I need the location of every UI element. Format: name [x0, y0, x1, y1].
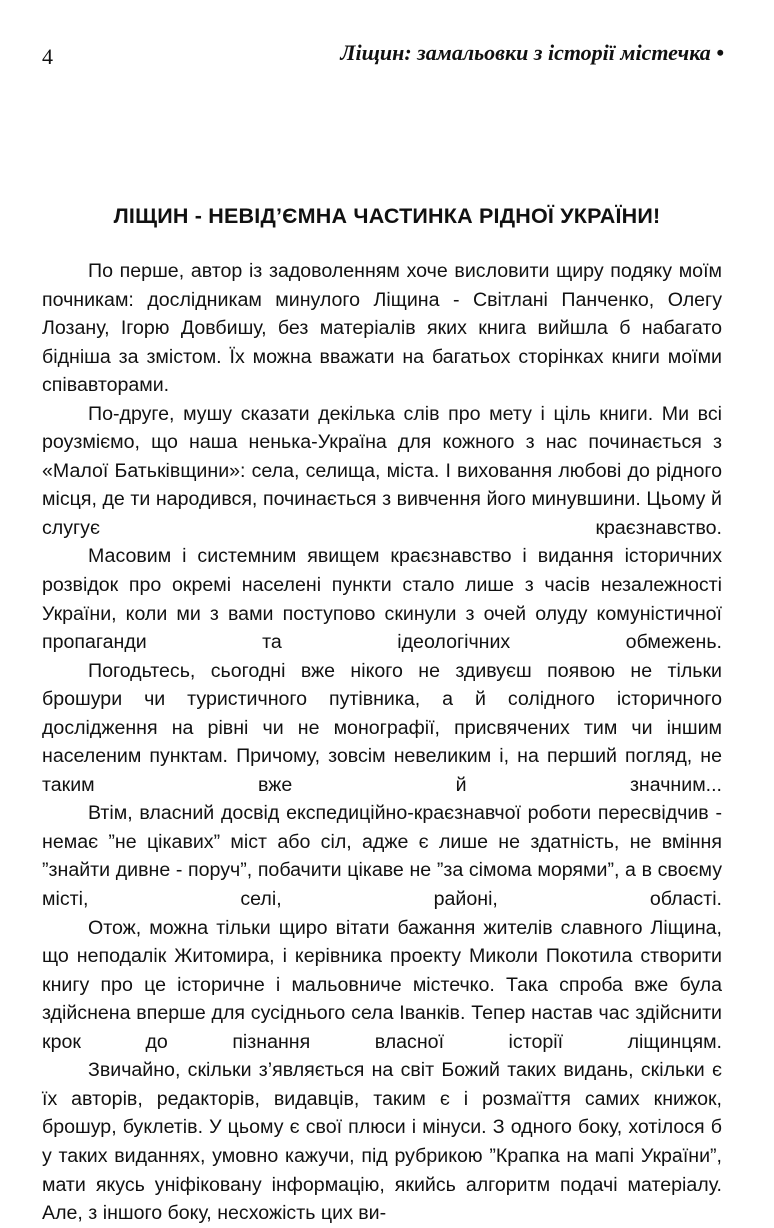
page-number: 4: [42, 44, 53, 69]
paragraph-3: Масовим і системним явищем краєзнавство і видання історичних розвідок про окремі населені пункти стало лише з часів незалежності України, коли ми з вами поступово скинули з очей олуду комуністичної пропаганди та ідеологічних обмежень.: [42, 545, 722, 654]
paragraph-1: По перше, автор із задоволенням хоче висловити щиру подяку моїм почникам: дослідникам минулого Ліщина - Світлані Панченко, Олегу Лозану, Ігорю Довбишу, без матеріалів яких книга вийшла б набагато біднiша за змістом. Їх можна вважати на багатьох сторінках книги моїми співавторами.: [42, 260, 722, 397]
body-text: [42, 257, 722, 1228]
paragraph-6: Отож, можна тільки щиро вітати бажання жителів славного Ліщина, що неподалік Житомира, і керівника проекту Миколи Покотила створити книгу про це історичне і мальовниче містечко. Така спроба вже була здійснена вперше для сусіднього села Іванків. Тепер настав час здійснити крок до пізнання власної історії ліщинцям.: [42, 916, 722, 1053]
chapter-title: ЛІЩИН - НЕВІД’ЄМНА ЧАСТИНКА РІДНОЇ УКРАЇНИ!: [113, 204, 661, 228]
paragraph-2: По-друге, мушу сказати декілька слів про мету і ціль книги. Ми всі роузміємо, що наша ненька-Україна для кожного з нас починається з «Малої Батьківщини»: села, селища, міста. І виховання любові до рідного місця, де ти народився, починається з вивчення його минувшини. Цьому й слугує краєзнавство.: [42, 402, 722, 539]
paragraph-5: Втім, власний досвід експедиційно-краєзнавчої роботи пересвідчив - немає ”не цікавих” міст або сіл, адже є лише не здатність, не вміння ”знайти дивне - поруч”, побачити цікаве не ”за сімома морями”, а в своєму місті, селі, районі, області.: [42, 802, 722, 911]
paragraph-7: Звичайно, скільки з’являється на світ Божий таких видань, скільки є їх авторів, редакторів, видавців, таким є і розмаїття самих книжок, брошур, буклетів. У цьому є свої плюси і мінуси. З одного боку, хотілося б у таких виданнях, умовно кажучи, під рубрикою ”Крапка на мапі України”, мати якусь уніфіковану інформацію, якийсь алгоритм подачі матеріалу. Але, з іншого боку, несхожість цих ви-: [42, 1059, 722, 1225]
paragraph-4: Погодьтесь, сьогодні вже нікого не здивуєш появою не тільки брошури чи туристичного путівника, а й солідного історичного дослідження на рівні чи не монографії, присвячених тим чи іншим населеним пунктам. Причому, зовсім невеликим і, на перший погляд, не таким вже й значним...: [42, 659, 722, 796]
running-head: [42, 40, 724, 70]
running-title: Ліщин: замальовки з історії містечка •: [340, 40, 724, 65]
